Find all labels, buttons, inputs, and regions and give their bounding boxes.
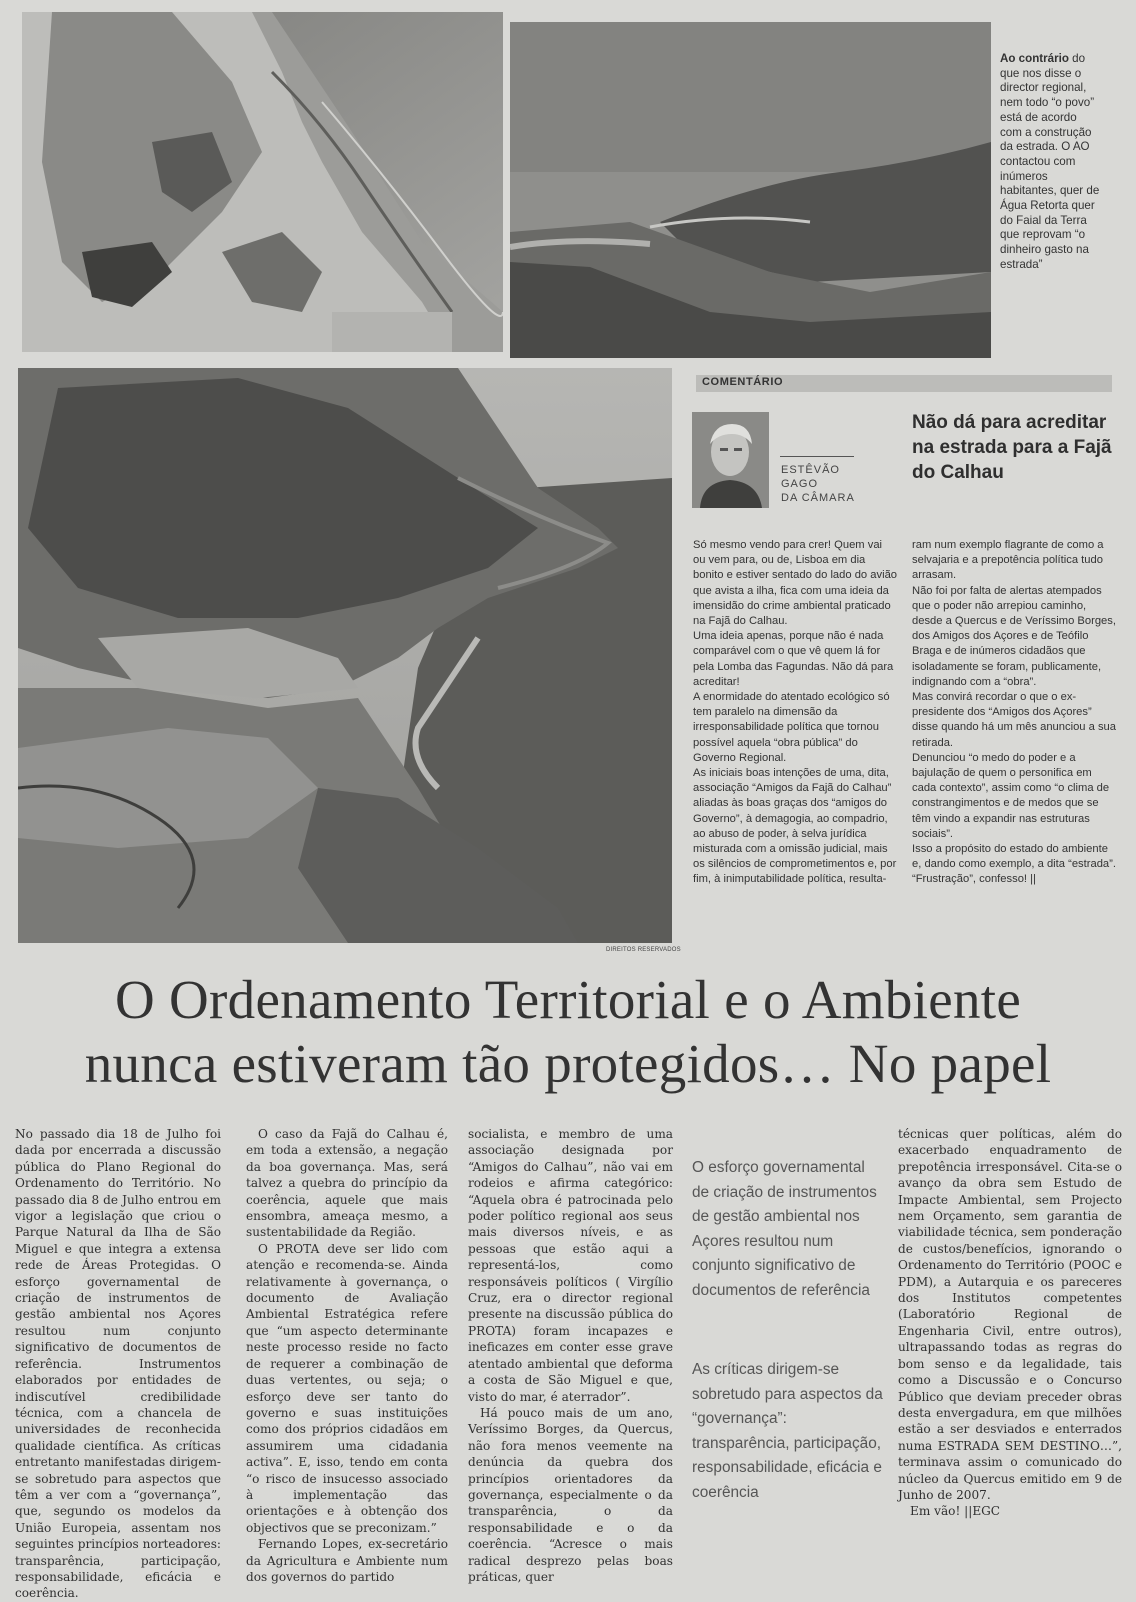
- photo-credit: DIREITOS RESERVADOS: [606, 947, 681, 953]
- article-column-4: [898, 1126, 1122, 1520]
- photo-coast-headland: [510, 22, 991, 358]
- comment-paragraph: A enormidade do atentado ecológico só tem paralelo na dimensão da irresponsabilidade política que tornou possível aquela “obra pública” do Governo Regional.: [693, 691, 890, 764]
- pull-quote-1: O esforço governamental de criação de instrumentos de gestão ambiental nos Açores resultou num conjunto significativo de documentos de referência: [692, 1159, 877, 1299]
- photo-faja-do-calhau: [18, 368, 672, 943]
- caption-text: do que nos disse o director regional, nem todo “o povo” está de acordo com a construção da estrada. O AO contactou com inúmeros habitantes, quer de Água Retorta quer do Faial da Terra que reprovam “o dinheiro gasto na estrada”: [1000, 52, 1100, 271]
- article-column-3: [468, 1126, 673, 1585]
- article-paragraph: socialista, e membro de uma associação designada por “Amigos do Calhau”, não vai em rodeios e afirma categórico: “Aquela obra é patrocinada pelo poder político regional aos seus mais diversos níveis, e as pessoas que estão aqui a representá-los, como responsáveis políticos ( Virgílio Cruz, era o director regional presente na discussão pública do PROTA) foram incapazes e ineficazes em conter esse grave atentado ambiental que deforma a costa de São Miguel e que, visto do mar, é aterrador”.: [468, 1127, 673, 1404]
- article-column-1: [15, 1126, 221, 1602]
- article-paragraph: O caso da Fajã do Calhau é, em toda a extensão, a negação da boa governança. Mas, será talvez a quebra do princípio da coerência, aquele que mais ensombra, ameaça mesmo, a sustentabilidade da Região.: [246, 1127, 448, 1240]
- author-rule: [780, 456, 854, 457]
- caption-lead: Ao contrário: [1000, 52, 1069, 65]
- comment-column-2: [912, 538, 1116, 888]
- author-name: [781, 463, 855, 505]
- photo-caption: [1000, 52, 1100, 273]
- comment-paragraph: Isso a propósito do estado do ambiente e, dando como exemplo, a dita “estrada”. “Frustração”, confesso! ||: [912, 843, 1116, 886]
- article-paragraph: Há pouco mais de um ano, Veríssimo Borges, da Quercus, não fora menos veemente na denúncia da quebra dos princípios orientadores da governança, especialmente o da transparência, o da responsabilidade e o da coerência. “Acresce o mais radical desprezo pelas boas práticas, quer: [468, 1405, 673, 1584]
- article-paragraph: técnicas quer políticas, além do exacerbado enquadramento de prepotência irresponsável. Cita-se o avanço da obra sem Estudo de Impacte Ambiental, sem Projecto nem Orçamento, sem garantia de viabilidade técnica, sem ponderação de custos/benefícios, ignorando o Ordenamento do Território (POOC e PDM), a Autarquia e os pareceres dos Institutos competentes (Laboratório Regional de Engenharia Civil, entre outros), ultrapassando todas as regras do bom senso e da legalidade, tais como a Discussão e o Concurso Público que deviam preceder obras desta envergadura, em que milhões estão a ser desviados e enterrados numa ESTRADA SEM DESTINO…”, terminava assim o comunicado do núcleo da Quercus emitido em 9 de Junho de 2007.: [898, 1127, 1122, 1502]
- comment-paragraph: Denunciou “o medo do poder e a bajulação de quem o personifica em cada contexto”, assim como “o clima de constrangimentos e de medos que se têm vindo a expandir nas estruturas sociais”.: [912, 751, 1110, 840]
- comment-label: COMENTÁRIO: [702, 376, 784, 388]
- author-line-1: ESTÊVÃO: [781, 464, 840, 476]
- author-portrait: [692, 412, 769, 508]
- comment-paragraph: As iniciais boas intenções de uma, dita, associação “Amigos da Fajã do Calhau” aliadas às boas graças dos “amigos do Governo”, à demagogia, ao compadrio, ao abuso de poder, à selva jurídica misturada com a omissão judicial, mais os silêncios de comprometimentos e, por fim, à inimputabilidade política, resulta-: [693, 767, 897, 886]
- comment-paragraph: Não foi por falta de alertas atempados que o poder não arrepiou caminho, desde a Quercus e de Veríssimo Borges, dos Amigos dos Açores e de Teófilo Braga e de inúmeros cidadãos que isoladamente se foram, publicamente, indignando com a “obra”.: [912, 584, 1116, 688]
- comment-title: Não dá para acreditar na estrada para a Fajã do Calhau: [912, 412, 1112, 483]
- article-column-2: [246, 1126, 448, 1585]
- headline-line-2: nunca estiveram tão protegidos… No papel: [84, 1033, 1052, 1094]
- photo-quarry-cliff: [22, 12, 503, 352]
- comment-paragraph: Mas convirá recordar o que o ex-presidente dos “Amigos dos Açores” disse quando há um mês anunciou a sua retirada.: [912, 691, 1116, 749]
- article-paragraph: O PROTA deve ser lido com atenção e recomenda-se. Ainda relativamente à governança, o documento de Avaliação Ambiental Estratégica refere que “um aspecto determinante neste processo reside no facto de requerer a combinação de duas vertentes, ou seja; o esforço deve ser tanto do governo e suas instituições como dos próprios cidadãos em assumirem uma cidadania activa”. E, isso, tendo em conta “o risco de insucesso associado à implementação das orientações e à obtenção dos objectivos que se preconizam.”: [246, 1241, 448, 1535]
- comment-paragraph: ram num exemplo flagrante de como a selvajaria e a prepotência política tudo arrasam.: [912, 539, 1104, 582]
- article-paragraph: No passado dia 18 de Julho foi dada por encerrada a discussão pública do Plano Regional do Ordenamento do Território. No passado dia 8 de Julho entrou em vigor a legislação que criou o Parque Natural da Ilha de São Miguel e que integra a extensa rede de Áreas Protegidas. O esforço governamental de criação de instrumentos de gestão ambiental nos Açores resultou num conjunto significativo de documentos de referência. Instrumentos elaborados por entidades de indiscutível credibilidade técnica, com a chancela de universidades de reconhecida qualidade científica. As críticas entretanto manifestadas dirigem-se sobretudo para aspectos que têm a ver com a “governança”, que, segundo os modelos da União Europeia, assentam nos seguintes princípios norteadores: transparência, participação, responsabilidade, eficácia e coerência.: [15, 1127, 221, 1601]
- article-signoff: Em vão! ||EGC: [910, 1504, 1001, 1519]
- pull-quote-2: As críticas dirigem-se sobretudo para aspectos da “governança”: transparência, participação, responsabilidade, eficácia e coerência: [692, 1361, 883, 1501]
- author-line-2: GAGO: [781, 478, 819, 490]
- comment-paragraph: Só mesmo vendo para crer! Quem vai ou vem para, ou de, Lisboa em dia bonito e estiver sentado do lado do avião que avista a ilha, fica com uma ideia da imensidão do crime ambiental praticado na Fajã do Calhau.: [693, 539, 898, 628]
- comment-column-1: [693, 538, 897, 888]
- author-line-3: DA CÂMARA: [781, 492, 855, 504]
- article-paragraph: Fernando Lopes, ex-secretário da Agricultura e Ambiente num dos governos do partido: [246, 1537, 448, 1584]
- comment-paragraph: Uma ideia apenas, porque não é nada comparável com o que vê quem lá for pela Lomba das Fagundas. Não dá para acreditar!: [693, 630, 894, 688]
- headline-line-1: O Ordenamento Territorial e o Ambiente: [114, 969, 1022, 1030]
- headline: [12, 968, 1124, 1096]
